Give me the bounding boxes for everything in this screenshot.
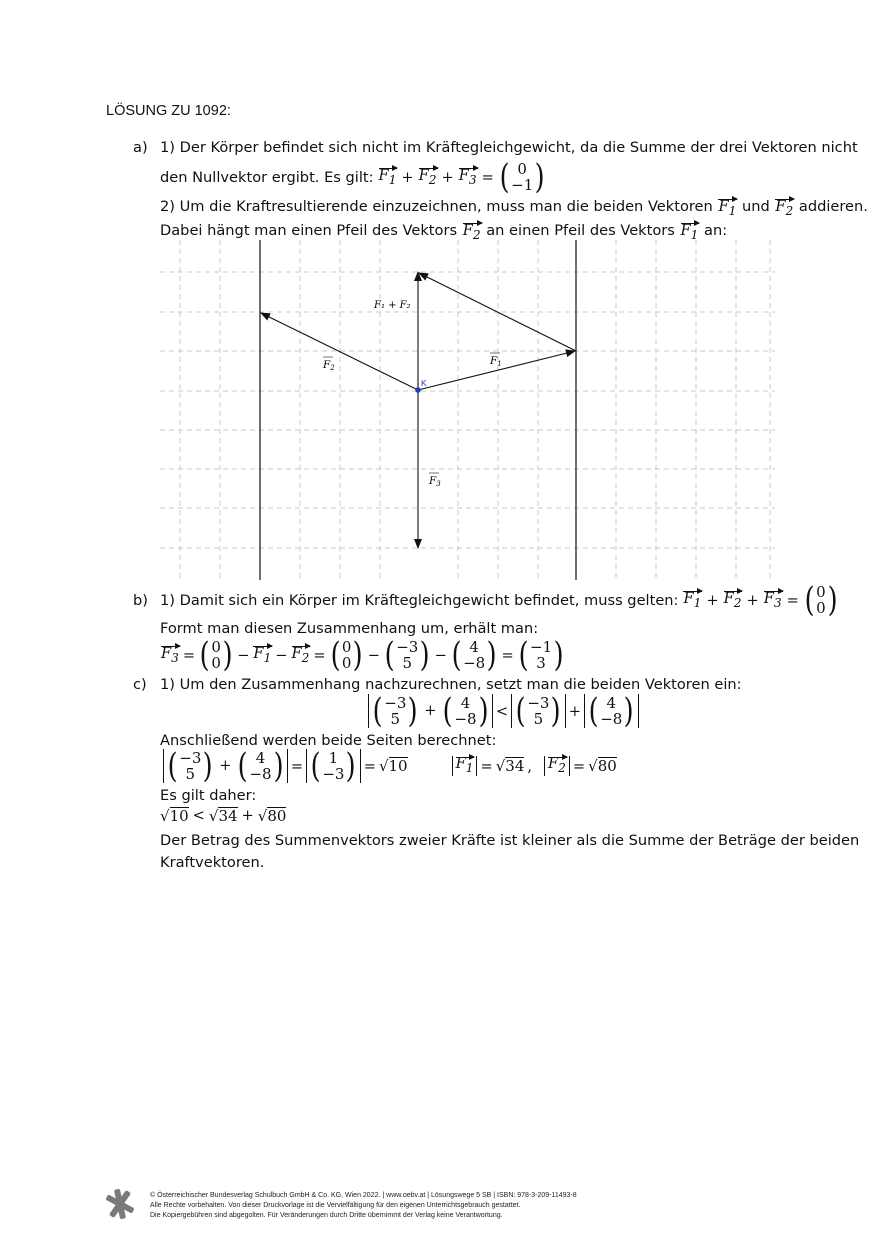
zero-matrix: ( 0 0 ) — [804, 580, 838, 620]
point-k — [415, 387, 421, 393]
part-a-line4-pre: Dabei hängt man einen Pfeil des Vektors — [160, 222, 458, 239]
point-k-label: K — [421, 378, 427, 388]
part-b-equation: $F_3$ = ( 0 0 ) − $F_1$ − $F_2$ = ( 0 0 ) − ( −3 5 ) − ( 4 −8 ) = ( −1 3 ) — [161, 635, 564, 675]
norm-sum: ( −3 5 ) + ( 4 −8 ) — [163, 749, 288, 783]
vector-f1: $F_1$ — [680, 222, 699, 242]
zero-matrix: ( 0 0 ) — [199, 635, 233, 675]
grid — [160, 240, 775, 580]
footer-line-1: © Österreichischer Bundesverlag Schulbuch GmbH & Co. KG, Wien 2022. | www.oebv.at | Lösungswege 5 SB | ISBN: 978-3-209-11493-8 — [150, 1192, 577, 1199]
part-c-inequality: ( −3 5 ) + ( 4 −8 ) < ( −3 5 ) + ( 4 −8 ) — [368, 694, 639, 728]
part-b-line1-text: 1) Damit sich ein Körper im Kräftegleichgewicht befindet, muss gelten: — [160, 591, 679, 609]
part-c-line2: Anschließend werden beide Seiten berechnet: — [160, 732, 497, 749]
vector-f1: $F_1$ — [253, 645, 272, 665]
sqrt-34: √ 34 — [208, 807, 238, 825]
vector-f3: $F_3$ — [458, 167, 477, 187]
part-b-line2: Formt man diesen Zusammenhang um, erhält man: — [160, 620, 539, 637]
norm-sum: ( −3 5 ) + ( 4 −8 ) — [368, 694, 493, 728]
label-f1: F1 — [490, 355, 502, 368]
footer-line-3: Die Kopiergebühren sind abgegolten. Für Veränderungen durch Dritte übernimmt der Verlag keine Verantwortung. — [150, 1212, 503, 1219]
part-a-label: a) — [133, 139, 148, 156]
vector-f1: $F_1$ — [683, 590, 702, 610]
vector-f2: $F_2$ — [775, 198, 794, 218]
norm-result: ( 1 −3 ) — [306, 749, 361, 783]
vector-f3: $F_3$ — [161, 645, 179, 665]
part-c-final-inequality: √ 10 < √ 34 + √ 80 — [160, 807, 287, 825]
norm-v1: ( −3 5 ) — [511, 694, 566, 728]
part-a-line1: 1) Der Körper befindet sich nicht im Kräftegleichgewicht, da die Summe der drei Vektoren nicht — [160, 139, 858, 156]
zero-matrix: ( 0 0 ) — [330, 635, 364, 675]
vector-f3: $F_3$ — [763, 590, 782, 610]
matrix-bottom: −1 — [511, 176, 534, 194]
vector-f1: $F_1$ — [718, 198, 737, 218]
part-b-line1: 1) Damit sich ein Körper im Kräftegleichgewicht befindet, muss gelten: $F_1$ + $F_2$ + $F_3$ = ( 0 0 ) — [160, 580, 838, 620]
norm-f2: $F_2$ — [544, 756, 570, 776]
vector-f2: $F_2$ — [723, 590, 742, 610]
publisher-logo-icon — [104, 1188, 136, 1220]
label-f2: F2 — [323, 359, 335, 372]
vector-v1-matrix: ( −3 5 ) — [384, 635, 430, 675]
part-a-line2: den Nullvektor ergibt. Es gilt: $F_1$ + $F_2$ + $F_3$ = ( 0 −1 ) — [160, 157, 545, 197]
result-matrix: ( 0 −1 ) — [499, 157, 545, 197]
sqrt-80: √ 80 — [588, 757, 617, 775]
norm-v2: ( 4 −8 ) — [584, 694, 639, 728]
matrix-top: 0 — [517, 160, 527, 178]
part-c-line1: 1) Um den Zusammenhang nachzurechnen, setzt man die beiden Vektoren ein: — [160, 676, 742, 693]
vector-f2: $F_2$ — [462, 222, 481, 242]
label-f1-plus-f2: F₁ + F₂ — [374, 300, 411, 311]
vector-f2: $F_2$ — [291, 645, 310, 665]
part-a-line4-post: an: — [704, 222, 728, 239]
part-c-label: c) — [133, 676, 147, 693]
vector-f1: $F_1$ — [378, 167, 397, 187]
part-a-line3-and: und — [741, 198, 770, 215]
part-a-line4-mid: an einen Pfeil des Vektors — [486, 222, 675, 239]
result-matrix: ( −1 3 ) — [518, 635, 564, 675]
page-title: LÖSUNG ZU 1092: — [106, 103, 231, 119]
sqrt-34: √ 34 — [495, 757, 525, 775]
vector-f2: $F_2$ — [418, 167, 437, 187]
norm-f1: $F_1$ — [452, 756, 478, 776]
part-c-calculation: ( −3 5 ) + ( 4 −8 ) = ( 1 −3 ) = √ 10 $F_1$ = √ 34 , $F_2$ = √ 80 — [163, 749, 617, 783]
sqrt-10: √ 10 — [160, 807, 189, 825]
sqrt-10: √ 10 — [378, 757, 408, 775]
part-a-line3 — [160, 198, 868, 218]
footer-line-2: Alle Rechte vorbehalten. Von dieser Druckvorlage ist die Vervielfältigung für den eigenen Unterrichtsgebrauch gestattet. — [150, 1202, 521, 1209]
part-a-line3-pre: 2) Um die Kraftresultierende einzuzeichnen, muss man die beiden Vektoren — [160, 198, 713, 215]
part-b-label: b) — [133, 592, 148, 609]
label-f3: F3 — [429, 475, 441, 488]
part-a-line2-text: den Nullvektor ergibt. Es gilt: — [160, 168, 374, 186]
part-c-line3: Es gilt daher: — [160, 787, 257, 804]
sqrt-80: √ 80 — [257, 807, 287, 825]
part-c-conclusion-1: Der Betrag des Summenvektors zweier Kräfte ist kleiner als die Summe der Beträge der beiden — [160, 832, 860, 849]
vector-diagram — [160, 240, 780, 585]
part-c-conclusion-2: Kraftvektoren. — [160, 854, 265, 871]
part-a-line4 — [160, 222, 727, 242]
vector-v2-matrix: ( 4 −8 ) — [451, 635, 497, 675]
part-a-line3-post: addieren. — [798, 198, 868, 215]
